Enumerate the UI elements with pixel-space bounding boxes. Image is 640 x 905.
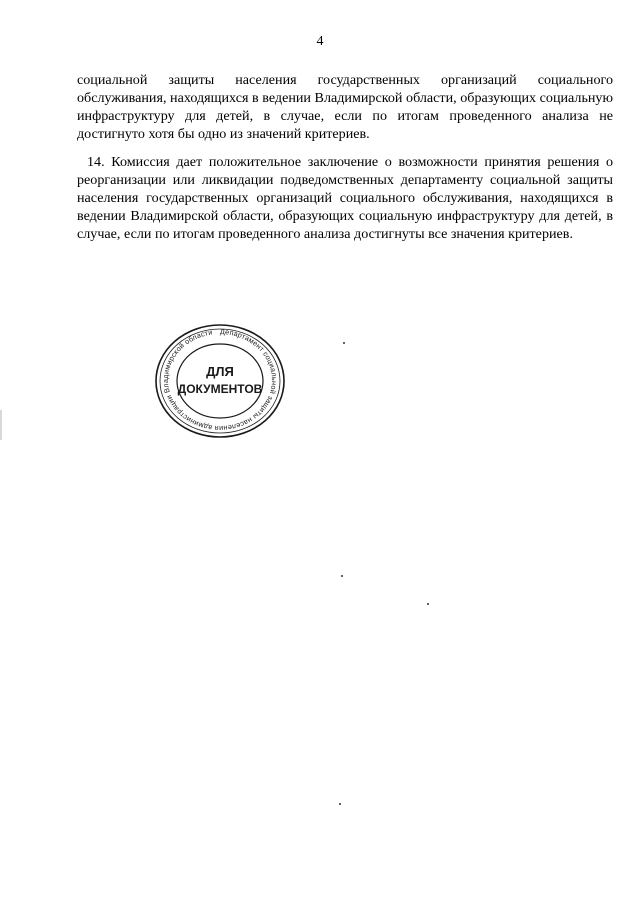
scan-speck xyxy=(341,575,343,577)
scan-edge-mark xyxy=(0,410,2,440)
paragraph-text: 14. Комиссия дает положительное заключение о возможности принятия решения о реорганизации или ликвидации подведомственных департаменту социальной защиты населения государственных организаций социального обслуживания, находящихся в ведении Владимирской области, образующих социальную инфраструктуру для детей, в случае, если по итогам проведенного анализа достигнуты все значения критериев. xyxy=(77,154,613,242)
svg-text:Департамент социальной защиты xyxy=(161,327,279,433)
scan-speck xyxy=(339,803,341,805)
scan-speck xyxy=(343,342,345,344)
page-number: 4 xyxy=(316,34,324,49)
stamp-ring-text: Департамент социальной защиты населения администрации Владимирской области xyxy=(160,326,279,434)
paragraph-text: социальной защиты населения государственных организаций социального обслуживания, находящихся в ведении Владимирской области, образующих социальную инфраструктуру для детей, в случае, если по итогам проведенного анализа не достигнуто хотя бы одно из значений критериев. xyxy=(77,72,613,142)
scan-speck xyxy=(427,603,429,605)
paragraph-item-14 xyxy=(77,154,613,244)
paragraph-continuation xyxy=(77,72,613,144)
official-stamp xyxy=(152,322,288,440)
stamp-line-1: ДЛЯ xyxy=(206,364,234,379)
stamp-line-2: ДОКУМЕНТОВ xyxy=(177,382,263,396)
